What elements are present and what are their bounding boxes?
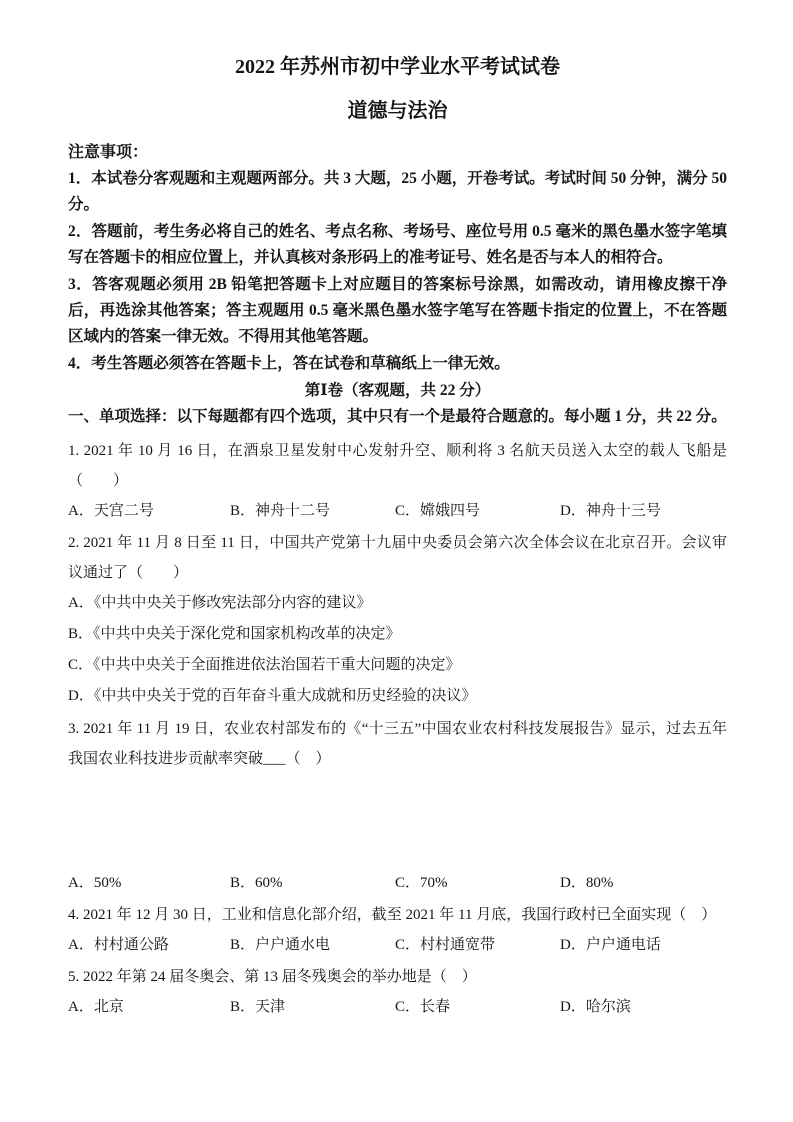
- option-b: B．60%: [230, 875, 283, 891]
- option-b: B．户户通水电: [230, 937, 331, 953]
- blank-space: [68, 774, 727, 868]
- notice-item-3: 3．答客观题必须用 2B 铅笔把答题卡上对应题目的答案标号涂黑，如需改动，请用橡皮擦干净后，再选涂其他答案；答主观题用 0.5 毫米黑色墨水签字笔写在答题卡指定的位置上，不在答题区域内的答案一律无效。不得用其他笔答题。: [68, 276, 727, 345]
- question-3: [68, 714, 727, 898]
- question-1-stem: 1. 2021 年 10 月 16 日，在酒泉卫星发射中心发射升空、顺利将 3 名航天员送入太空的载人飞船是（ ）: [68, 443, 727, 489]
- question-1-options: [68, 496, 727, 526]
- question-2-stem: 2. 2021 年 11 月 8 日至 11 日，中国共产党第十九届中央委员会第六次全体会议在北京召开。会议审议通过了（ ）: [68, 535, 727, 581]
- option-a: A．北京: [68, 999, 124, 1015]
- question-5-options: [68, 992, 727, 1022]
- option-d: D．户户通电话: [560, 937, 661, 953]
- option-c: C．长春: [395, 999, 451, 1015]
- question-4-options: [68, 930, 727, 960]
- option-a: A．村村通公路: [68, 937, 169, 953]
- question-4-stem: 4. 2021 年 12 月 30 日，工业和信息化部介绍，截至 2021 年 11 月底，我国行政村已全面实现（ ）: [68, 907, 717, 923]
- section-header: 第Ⅰ卷（客观题，共 22 分）: [304, 382, 491, 399]
- option-b: B．天津: [230, 999, 286, 1015]
- notice-item-1: 1．本试卷分客观题和主观题两部分。共 3 大题，25 小题，开卷考试。考试时间 50 分钟，满分 50 分。: [68, 170, 727, 213]
- option-d: D．80%: [560, 875, 614, 891]
- option-c: C．嫦娥四号: [395, 503, 481, 519]
- question-5-stem: 5. 2022 年第 24 届冬奥会、第 13 届冬残奥会的举办地是（ ）: [68, 969, 477, 985]
- subject-title: 道德与法治: [347, 100, 448, 122]
- option-b: B．《中共中央关于深化党和国家机构改革的决定》: [68, 626, 401, 642]
- section-instruction: 一、单项选择：以下每题都有四个选项，其中只有一个是最符合题意的。每小题 1 分，共 22 分。: [68, 408, 727, 425]
- option-c: C．《中共中央关于全面推进依法治国若干重大问题的决定》: [68, 657, 461, 673]
- page-title: 2022 年苏州市初中学业水平考试试卷: [235, 56, 560, 78]
- option-a: A．50%: [68, 875, 122, 891]
- question-5: [68, 962, 727, 1022]
- notice-item-4: 4．考生答题必须答在答题卡上，答在试卷和草稿纸上一律无效。: [68, 355, 510, 372]
- option-a: A．《中共中央关于修改宪法部分内容的建议》: [68, 595, 372, 611]
- notice-heading: 注意事项：: [68, 144, 149, 161]
- question-3-options: [68, 868, 727, 898]
- question-3-stem: 3. 2021 年 11 月 19 日，农业农村部发布的《“十三五”中国农业农村科技发展报告》显示，过去五年我国农业科技进步贡献率突破___（ ）: [68, 721, 727, 767]
- option-c: C．70%: [395, 875, 448, 891]
- question-4: [68, 900, 727, 960]
- option-c: C．村村通宽带: [395, 937, 496, 953]
- question-1: [68, 436, 727, 526]
- question-2-options: [68, 588, 727, 712]
- option-d: D．神舟十三号: [560, 503, 661, 519]
- option-d: D．哈尔滨: [560, 999, 631, 1015]
- option-b: B．神舟十二号: [230, 503, 331, 519]
- option-d: D．《中共中央关于党的百年奋斗重大成就和历史经验的决议》: [68, 688, 477, 704]
- question-2: [68, 528, 727, 712]
- notice-item-2: 2．答题前，考生务必将自己的姓名、考点名称、考场号、座位号用 0.5 毫米的黑色墨水签字笔填写在答题卡的相应位置上，并认真核对条形码上的准考证号、姓名是否与本人的相符合。: [68, 223, 727, 266]
- option-a: A．天宫二号: [68, 503, 154, 519]
